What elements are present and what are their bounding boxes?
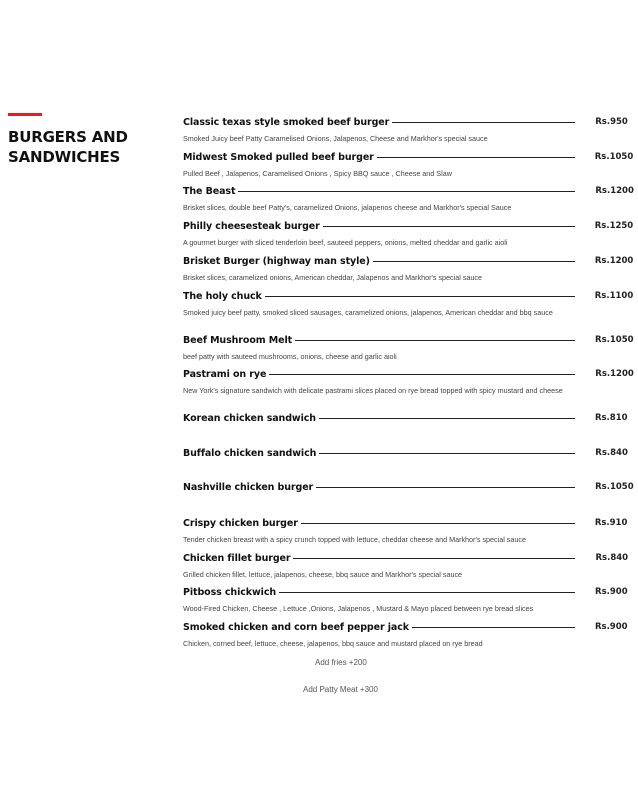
menu-item-name: Philly cheesesteak burger — [183, 220, 320, 232]
menu-item-description: Smoked juicy beef patty, smoked sliced sausages, caramelized onions, jalapenos, American cheddar and bbq sauce — [183, 308, 553, 317]
menu-item-description: New York's signature sandwich with delicate pastrami slices placed on rye bread topped with spicy mustard and cheese — [183, 386, 563, 395]
menu-item — [183, 515, 628, 544]
menu-item-leader-line — [373, 261, 575, 262]
menu-item-name: The holy chuck — [183, 290, 262, 302]
menu-item-header — [183, 445, 628, 461]
menu-item-description: Smoked Juicy beef Patty Caramelised Onions, Jalapenos, Cheese and Markhor's special sauce — [183, 134, 488, 143]
menu-item-price: Rs.840 — [595, 448, 628, 458]
menu-item-price: Rs.1200 — [594, 256, 634, 266]
menu-item-price: Rs.840 — [595, 553, 629, 563]
menu-item-header — [183, 149, 634, 165]
menu-item-header — [183, 479, 634, 495]
menu-item-description: Wood-Fired Chicken, Cheese , Lettuce ,Onions, Jalapenos , Mustard & Mayo placed between rye bread slices — [183, 604, 534, 613]
menu-item-header — [183, 288, 634, 304]
menu-item — [183, 218, 634, 247]
menu-item-name: Crispy chicken burger — [183, 517, 298, 529]
menu-item — [183, 332, 634, 361]
menu-item-leader-line — [392, 122, 575, 123]
menu-item-leader-line — [301, 523, 575, 524]
menu-item — [183, 479, 634, 495]
menu-item-price: Rs.1100 — [594, 291, 634, 301]
menu-item-price: Rs.1050 — [595, 335, 634, 345]
menu-item-leader-line — [412, 627, 575, 628]
menu-item-description: Chicken, corned beef, lettuce, cheese, jalapenos, bbq sauce and mustard placed on rye bread — [183, 639, 483, 648]
menu-item-description: Brisket slices, caramelized onions, American cheddar, Jalapenos and Markhor's special sauce — [183, 273, 483, 282]
menu-item-description: beef patty with sauteed mushrooms, onions, cheese and garlic aioli — [183, 352, 397, 361]
menu-item-price: Rs.910 — [594, 518, 628, 528]
menu-item-price: Rs.1200 — [595, 369, 634, 379]
menu-item-header — [183, 366, 634, 382]
menu-item-header — [183, 619, 628, 635]
menu-item-price: Rs.1250 — [594, 221, 634, 231]
section-title — [8, 127, 168, 167]
menu-item-header — [183, 183, 634, 199]
add-patty-note: Add Patty Meat +300 — [303, 685, 378, 694]
menu-item-name: Classic texas style smoked beef burger — [183, 116, 390, 128]
menu-item-name: Korean chicken sandwich — [183, 412, 316, 424]
menu-item-name: Midwest Smoked pulled beef burger — [183, 151, 374, 163]
menu-item-name: Nashville chicken burger — [183, 481, 314, 493]
menu-item-header — [183, 332, 634, 348]
menu-item-header — [183, 584, 628, 600]
menu-item — [183, 114, 628, 143]
menu-item-price: Rs.1050 — [594, 152, 634, 162]
menu-item-name: Smoked chicken and corn beef pepper jack — [183, 621, 409, 633]
menu-item-price: Rs.810 — [594, 413, 628, 423]
add-fries-note: Add fries +200 — [315, 658, 367, 667]
menu-item-header — [183, 253, 634, 269]
menu-item-description: Grilled chicken fillet, lettuce, jalapenos, cheese, bbq sauce and Markhor's special sauce — [183, 570, 463, 579]
menu-item — [183, 366, 634, 395]
menu-item-header — [183, 218, 634, 234]
menu-item-leader-line — [265, 296, 575, 297]
menu-item-leader-line — [295, 340, 575, 341]
menu-item — [183, 445, 628, 461]
menu-item-name: Beef Mushroom Melt — [183, 334, 293, 346]
menu-item-header — [183, 515, 628, 531]
menu-item-leader-line — [293, 558, 575, 559]
menu-item-leader-line — [316, 487, 575, 488]
menu-item — [183, 410, 628, 426]
menu-item-description: Pulled Beef , Jalapenos, Caramelised Onions , Spicy BBQ sauce , Cheese and Slaw — [183, 169, 452, 178]
menu-item-leader-line — [319, 418, 575, 419]
menu-item-price: Rs.900 — [594, 622, 628, 632]
menu-item-leader-line — [279, 592, 575, 593]
menu-item-leader-line — [238, 191, 575, 192]
menu-item-name: Buffalo chicken sandwich — [183, 447, 317, 459]
menu-item — [183, 288, 634, 317]
menu-item-description: Tender chicken breast with a spicy crunch topped with lettuce, cheddar cheese and Markhor's special sauce — [183, 535, 526, 544]
menu-item-price: Rs.1050 — [595, 482, 634, 492]
section-title-line-1: BURGERS AND — [8, 128, 128, 146]
menu-item — [183, 550, 628, 579]
menu-item-name: Brisket Burger (highway man style) — [183, 255, 370, 267]
menu-item-leader-line — [319, 453, 575, 454]
menu-item-name: Chicken fillet burger — [183, 552, 291, 564]
menu-item — [183, 149, 634, 178]
menu-item-header — [183, 114, 628, 130]
menu-item-price: Rs.900 — [595, 587, 628, 597]
menu-item-leader-line — [377, 157, 575, 158]
menu-item — [183, 183, 634, 212]
menu-item-price: Rs.950 — [595, 117, 628, 127]
menu-item-price: Rs.1200 — [595, 186, 634, 196]
menu-item-description: Brisket slices, double beef Patty's, caramelized Onions, jalapenos cheese and Markhor's special Sauce — [183, 203, 512, 212]
menu-item — [183, 253, 634, 282]
menu-item-leader-line — [269, 374, 575, 375]
section-title-line-2: SANDWICHES — [8, 148, 121, 166]
menu-item-leader-line — [323, 226, 575, 227]
menu-item — [183, 584, 628, 613]
menu-item-name: Pitboss chickwich — [183, 586, 277, 598]
menu-item-description: A gourmet burger with sliced tenderloin beef, sauteed peppers, onions, melted cheddar and garlic aioli — [183, 238, 508, 247]
section-accent-bar — [8, 113, 42, 116]
menu-item-name: Pastrami on rye — [183, 368, 267, 380]
menu-item-name: The Beast — [183, 185, 236, 197]
menu-item-header — [183, 410, 628, 426]
menu-item — [183, 619, 628, 648]
menu-item-header — [183, 550, 628, 566]
